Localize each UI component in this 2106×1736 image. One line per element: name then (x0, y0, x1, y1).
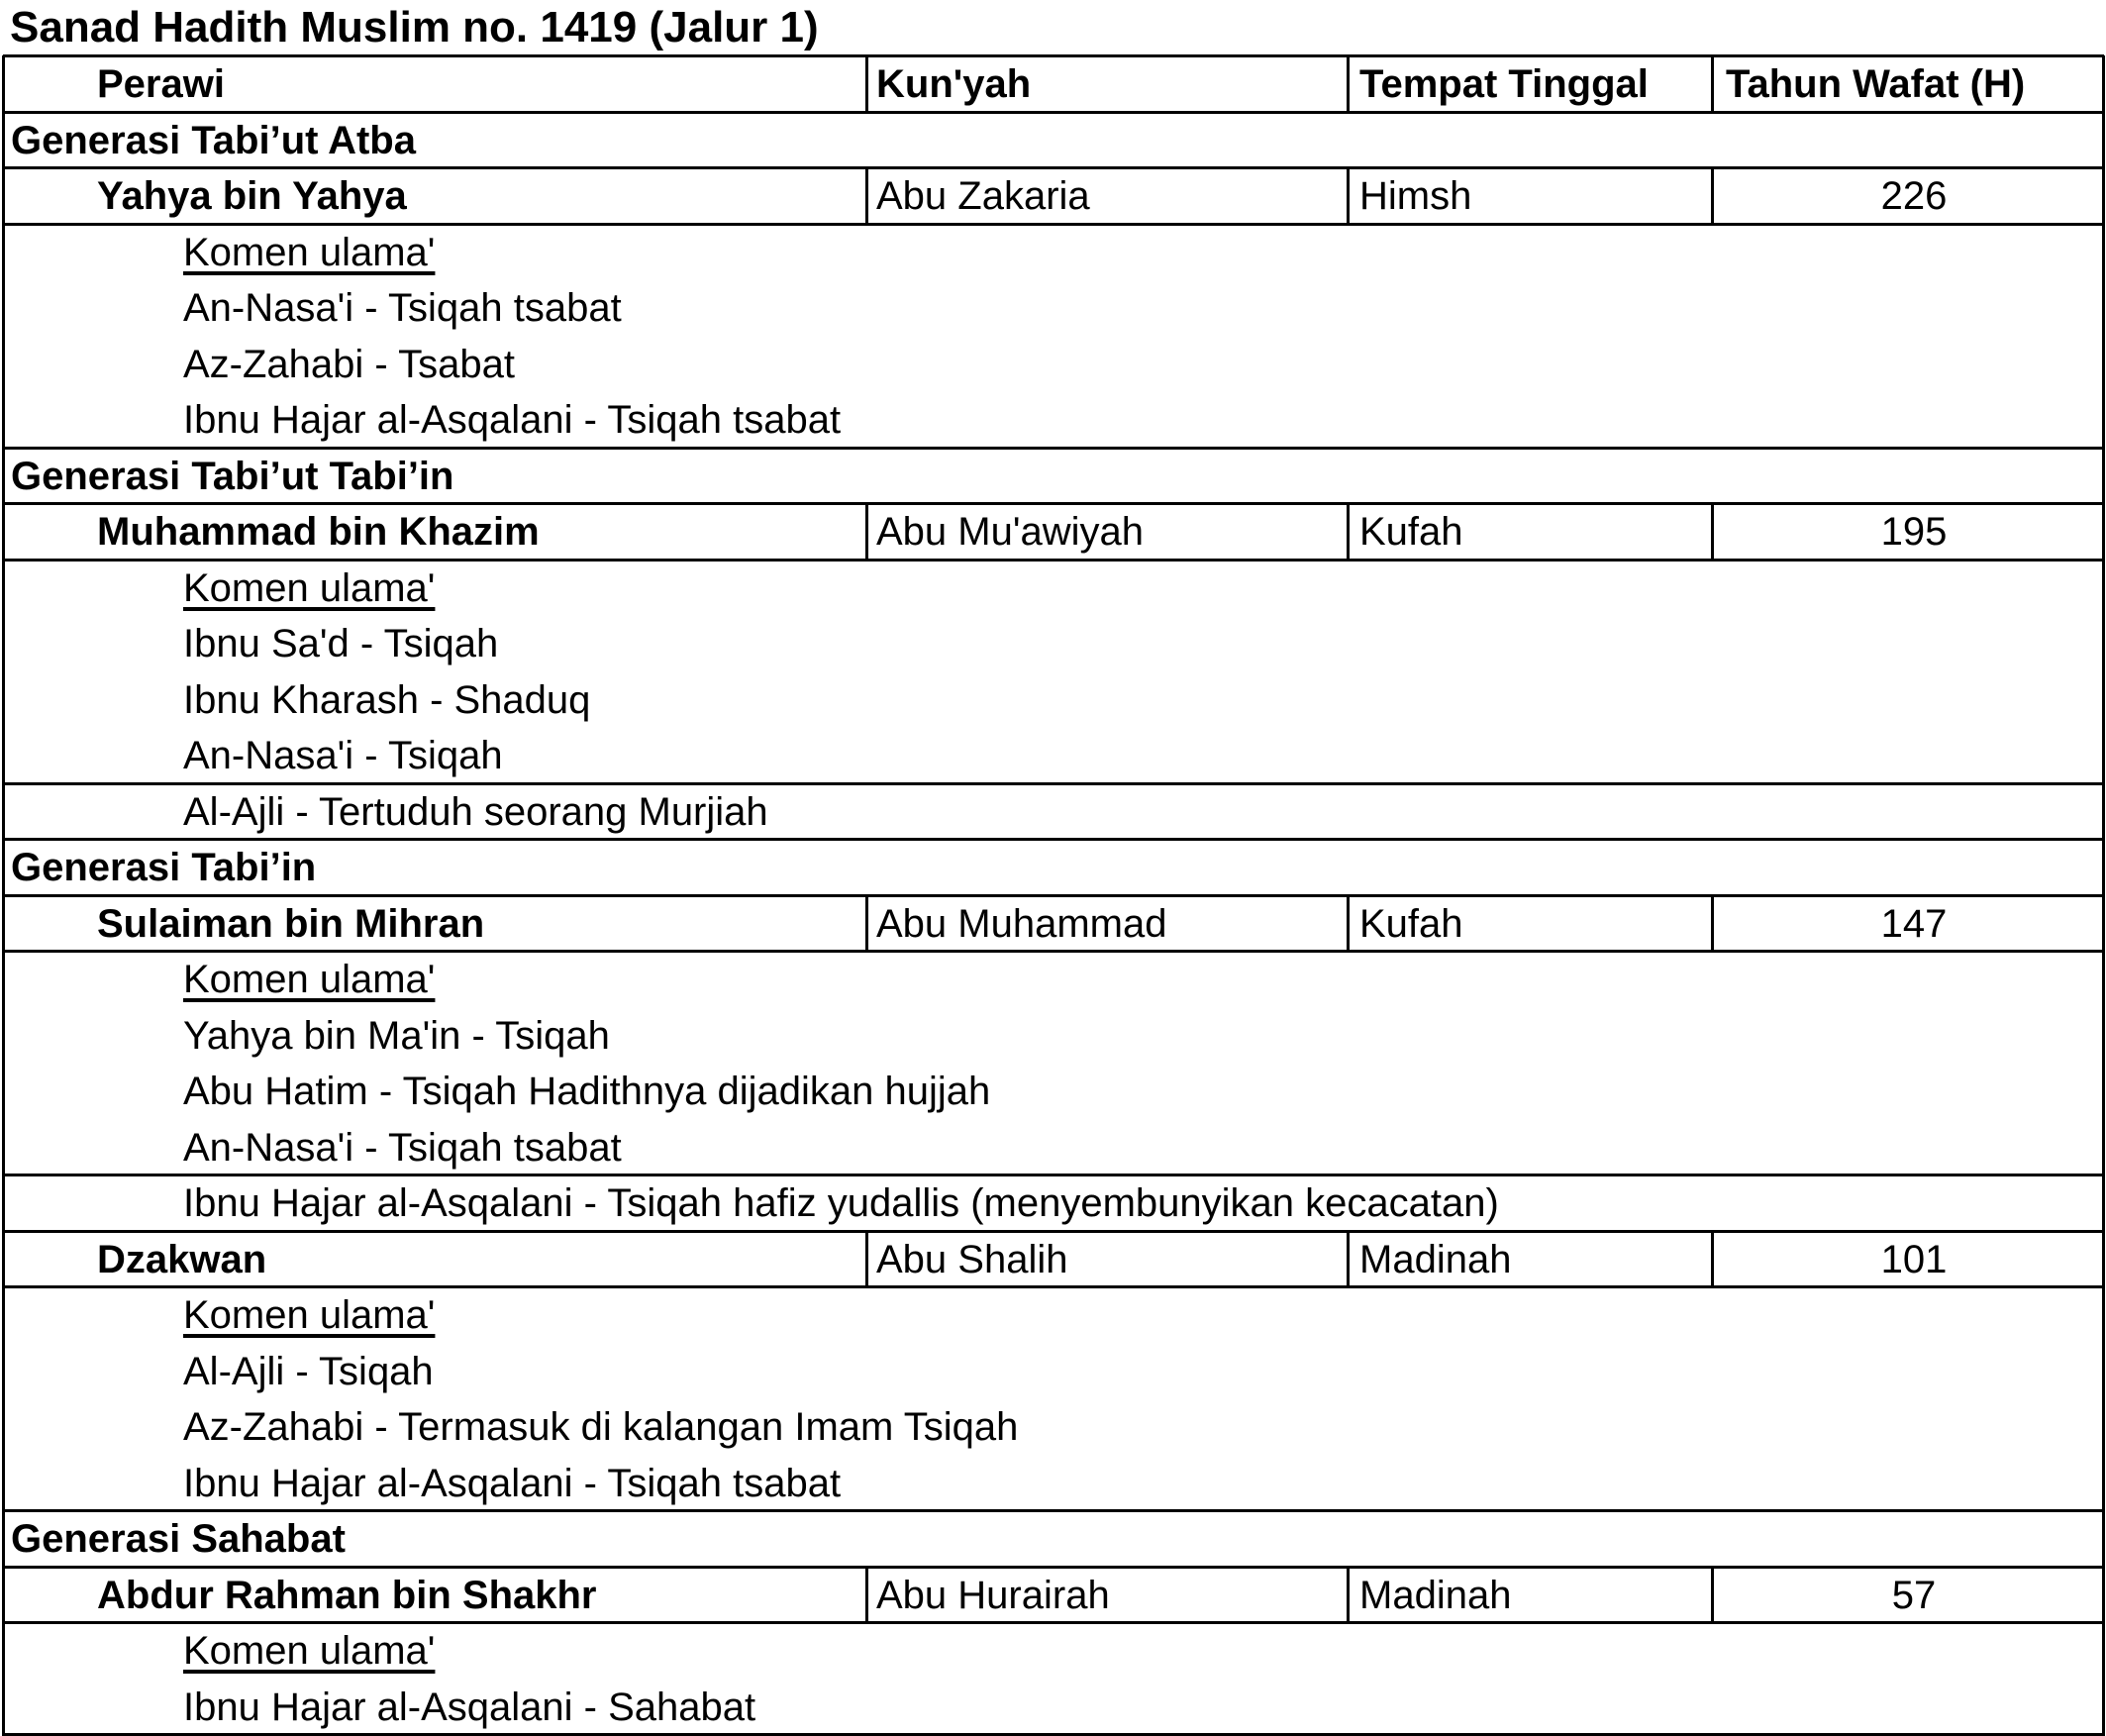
grid-hline (3, 1621, 2104, 1624)
narrator-tempat-tinggal: Himsh (1359, 174, 1472, 218)
comment-row (3, 783, 2104, 839)
narrator-tahun-wafat: 101 (1880, 1237, 1948, 1281)
narrator-tahun-wafat: 226 (1880, 174, 1948, 218)
narrator-kunyah: Abu Hurairah (876, 1573, 1110, 1617)
scholar-comment: Az-Zahabi - Tsabat (183, 342, 515, 386)
grid-hline (3, 559, 2104, 562)
grid-column-separator (1347, 1567, 1350, 1623)
grid-left-border (2, 55, 5, 1736)
grid-column-separator (1347, 895, 1350, 952)
grid-column-separator (1711, 503, 1714, 560)
narrator-tempat-tinggal: Kufah (1359, 901, 1463, 946)
scholar-comment: An-Nasa'i - Tsiqah tsabat (183, 1125, 622, 1170)
comment-row (3, 615, 2104, 670)
komen-ulama-label: Komen ulama' (183, 565, 436, 610)
scholar-comment: Al-Ajli - Tsiqah (183, 1349, 434, 1393)
grid-hline (3, 111, 2104, 114)
generation-label: Generasi Tabi’ut Atba (11, 118, 416, 162)
komen-ulama-label: Komen ulama' (183, 1629, 436, 1673)
narrator-row (3, 895, 2104, 951)
scholar-comment: Abu Hatim - Tsiqah Hadithnya dijadikan hujjah (183, 1070, 991, 1113)
komen-ulama-row (3, 224, 2104, 279)
narrator-kunyah: Abu Shalih (876, 1237, 1068, 1281)
grid-hline (3, 838, 2104, 841)
narrator-kunyah: Abu Muhammad (876, 901, 1167, 946)
comment-row (3, 1398, 2104, 1454)
generation-label: Generasi Sahabat (11, 1517, 346, 1561)
comment-row (3, 1343, 2104, 1398)
header-perawi: Perawi (97, 62, 225, 106)
comment-row (3, 1455, 2104, 1510)
komen-ulama-row (3, 951, 2104, 1006)
komen-ulama-label: Komen ulama' (183, 1293, 436, 1337)
narrator-tempat-tinggal: Madinah (1359, 1573, 1512, 1617)
grid-column-separator (865, 895, 868, 952)
comment-row (3, 1007, 2104, 1063)
grid-column-separator (1347, 503, 1350, 560)
grid-column-separator (865, 503, 868, 560)
grid-column-separator (1711, 55, 1714, 112)
narrator-name: Abdur Rahman bin Shakhr (97, 1573, 597, 1617)
scholar-comment: Ibnu Hajar al-Asqalani - Tsiqah tsabat (183, 398, 842, 442)
grid-right-border (2102, 55, 2105, 1736)
grid-hline (3, 54, 2104, 57)
grid-hline (3, 166, 2104, 169)
comment-row (3, 391, 2104, 447)
header-tahun-wafat: Tahun Wafat (H) (1726, 62, 2026, 106)
komen-ulama-row (3, 1622, 2104, 1678)
grid-column-separator (865, 1231, 868, 1287)
grid-column-separator (1711, 1567, 1714, 1623)
scholar-comment: Ibnu Hajar al-Asqalani - Tsiqah tsabat (183, 1461, 842, 1505)
grid-column-separator (865, 55, 868, 112)
narrator-row (3, 167, 2104, 223)
comment-row (3, 279, 2104, 335)
grid-column-separator (1711, 1231, 1714, 1287)
narrator-kunyah: Abu Mu'awiyah (876, 510, 1144, 554)
generation-label: Generasi Tabi’in (11, 846, 317, 889)
generation-row (3, 1510, 2104, 1566)
narrator-row (3, 1567, 2104, 1622)
grid-hline (3, 894, 2104, 897)
comment-row (3, 1063, 2104, 1118)
comment-row (3, 671, 2104, 727)
generation-row (3, 839, 2104, 894)
comment-row (3, 1679, 2104, 1734)
grid-column-separator (865, 167, 868, 224)
scholar-comment: Ibnu Sa'd - Tsiqah (183, 622, 499, 665)
grid-column-separator (1347, 167, 1350, 224)
comment-row (3, 1174, 2104, 1230)
komen-ulama-label: Komen ulama' (183, 230, 436, 274)
narrator-name: Dzakwan (97, 1237, 267, 1281)
grid-hline (3, 1174, 2104, 1176)
narrator-tempat-tinggal: Madinah (1359, 1237, 1512, 1281)
narrator-tahun-wafat: 195 (1880, 510, 1948, 554)
scholar-comment: Yahya bin Ma'in - Tsiqah (183, 1013, 610, 1058)
grid-hline (3, 1566, 2104, 1569)
narrator-tempat-tinggal: Kufah (1359, 510, 1463, 554)
grid-hline (3, 447, 2104, 450)
generation-row (3, 448, 2104, 503)
narrator-row (3, 503, 2104, 559)
narrator-name: Sulaiman bin Mihran (97, 901, 485, 946)
scholar-comment: An-Nasa'i - Tsiqah (183, 734, 503, 777)
scholar-comment: Ibnu Hajar al-Asqalani - Tsiqah hafiz yudallis (menyembunyikan kecacatan) (183, 1181, 1499, 1225)
narrator-tahun-wafat: 57 (1891, 1573, 1937, 1617)
narrator-name: Muhammad bin Khazim (97, 510, 540, 554)
grid-hline (3, 1230, 2104, 1233)
header-kunyah: Kun'yah (876, 62, 1032, 106)
komen-ulama-row (3, 1286, 2104, 1342)
narrator-tahun-wafat: 147 (1880, 901, 1948, 946)
grid-column-separator (1347, 55, 1350, 112)
generation-row (3, 112, 2104, 167)
scholar-comment: Al-Ajli - Tertuduh seorang Murjiah (183, 789, 768, 834)
grid-column-separator (1347, 1231, 1350, 1287)
grid-hline (3, 223, 2104, 226)
komen-ulama-row (3, 560, 2104, 615)
comment-row (3, 1119, 2104, 1174)
scholar-comment: Ibnu Hajar al-Asqalani - Sahabat (183, 1685, 756, 1729)
grid-hline (3, 1509, 2104, 1512)
scholar-comment: Az-Zahabi - Termasuk di kalangan Imam Tsiqah (183, 1405, 1019, 1449)
table-header-row (3, 55, 2104, 111)
grid-hline (3, 782, 2104, 785)
narrator-row (3, 1231, 2104, 1286)
narrator-kunyah: Abu Zakaria (876, 174, 1090, 218)
scholar-comment: An-Nasa'i - Tsiqah tsabat (183, 286, 622, 330)
komen-ulama-label: Komen ulama' (183, 958, 436, 1001)
narrator-name: Yahya bin Yahya (97, 174, 407, 218)
comment-row (3, 336, 2104, 391)
page-title: Sanad Hadith Muslim no. 1419 (Jalur 1) (10, 3, 819, 51)
grid-hline (3, 1285, 2104, 1288)
grid-column-separator (1711, 167, 1714, 224)
generation-label: Generasi Tabi’ut Tabi’in (11, 454, 454, 498)
comment-row (3, 727, 2104, 782)
grid-hline (3, 950, 2104, 953)
grid-column-separator (1711, 895, 1714, 952)
grid-column-separator (865, 1567, 868, 1623)
grid-hline (3, 502, 2104, 505)
header-tempat-tinggal: Tempat Tinggal (1359, 62, 1649, 106)
scholar-comment: Ibnu Kharash - Shaduq (183, 677, 591, 722)
